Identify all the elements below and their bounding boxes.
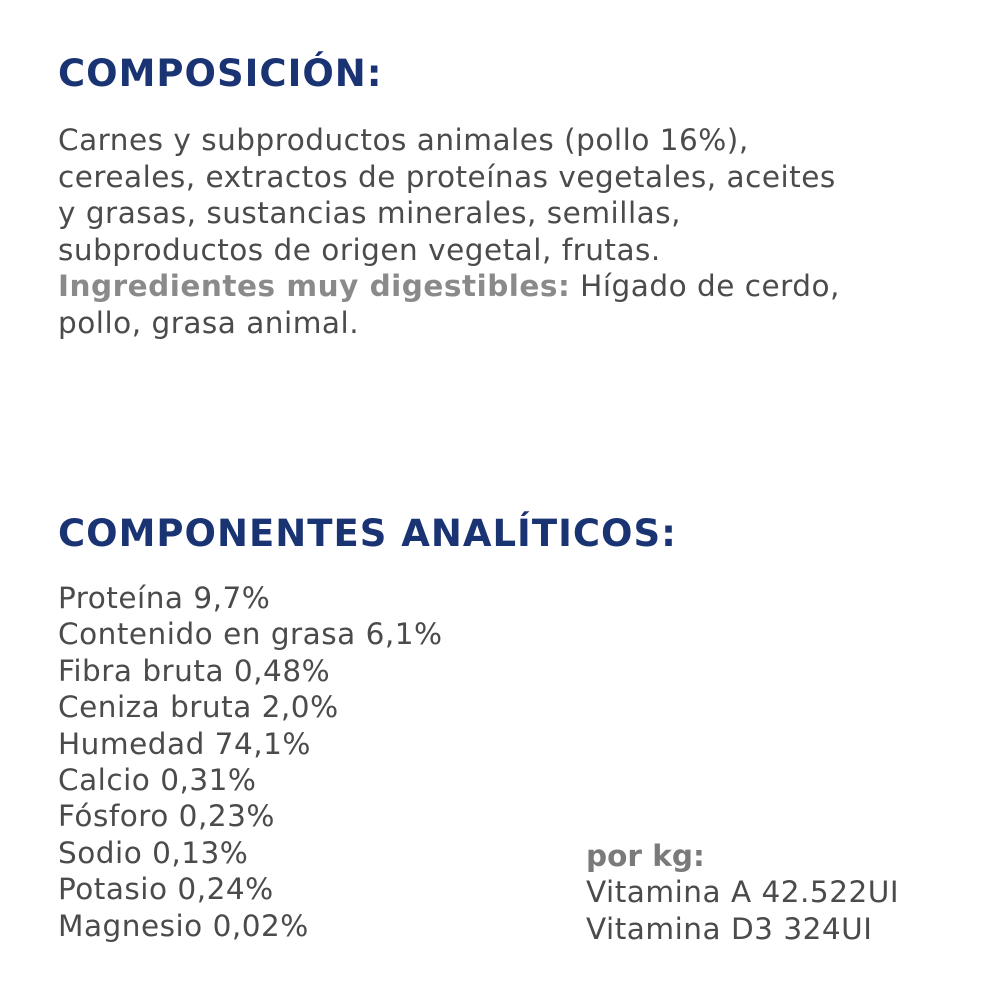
- analytic-item: Ceniza bruta 2,0%: [58, 690, 339, 725]
- analytic-item: Sodio 0,13%: [58, 835, 249, 870]
- analytic-item: Magnesio 0,02%: [58, 908, 309, 943]
- vitamin-item: Vitamina D3 324UI: [586, 911, 873, 946]
- per-kg-block: [586, 838, 899, 947]
- analytic-item: Contenido en grasa 6,1%: [58, 617, 443, 652]
- composicion-line: subproductos de origen vegetal, frutas.: [58, 232, 661, 267]
- digestible-line: [58, 268, 958, 305]
- analytic-item: Fósforo 0,23%: [58, 799, 275, 834]
- analytic-item: Proteína 9,7%: [58, 581, 271, 615]
- analytic-item: Calcio 0,31%: [58, 763, 257, 798]
- vitamin-item: Vitamina A 42.522UI: [586, 875, 900, 910]
- composicion-line: Carnes y subproductos animales (pollo 16%),: [58, 123, 749, 157]
- composicion-line: cereales, extractos de proteínas vegetales, aceites: [58, 159, 836, 194]
- digestible-label: Ingredientes muy digestibles:: [58, 269, 571, 304]
- digestible-line-2: pollo, grasa animal.: [58, 305, 360, 340]
- composicion-text: [58, 122, 958, 342]
- composicion-heading: COMPOSICIÓN:: [58, 52, 383, 95]
- digestible-text: Hígado de cerdo,: [570, 269, 840, 304]
- componentes-heading: COMPONENTES ANALÍTICOS:: [58, 512, 677, 555]
- analytic-item: Fibra bruta 0,48%: [58, 653, 331, 688]
- composicion-line: y grasas, sustancias minerales, semillas,: [58, 196, 681, 231]
- analytic-item: Potasio 0,24%: [58, 872, 274, 907]
- analytic-list: [58, 580, 443, 944]
- per-kg-label: por kg:: [586, 839, 705, 873]
- analytic-item: Humedad 74,1%: [58, 726, 311, 761]
